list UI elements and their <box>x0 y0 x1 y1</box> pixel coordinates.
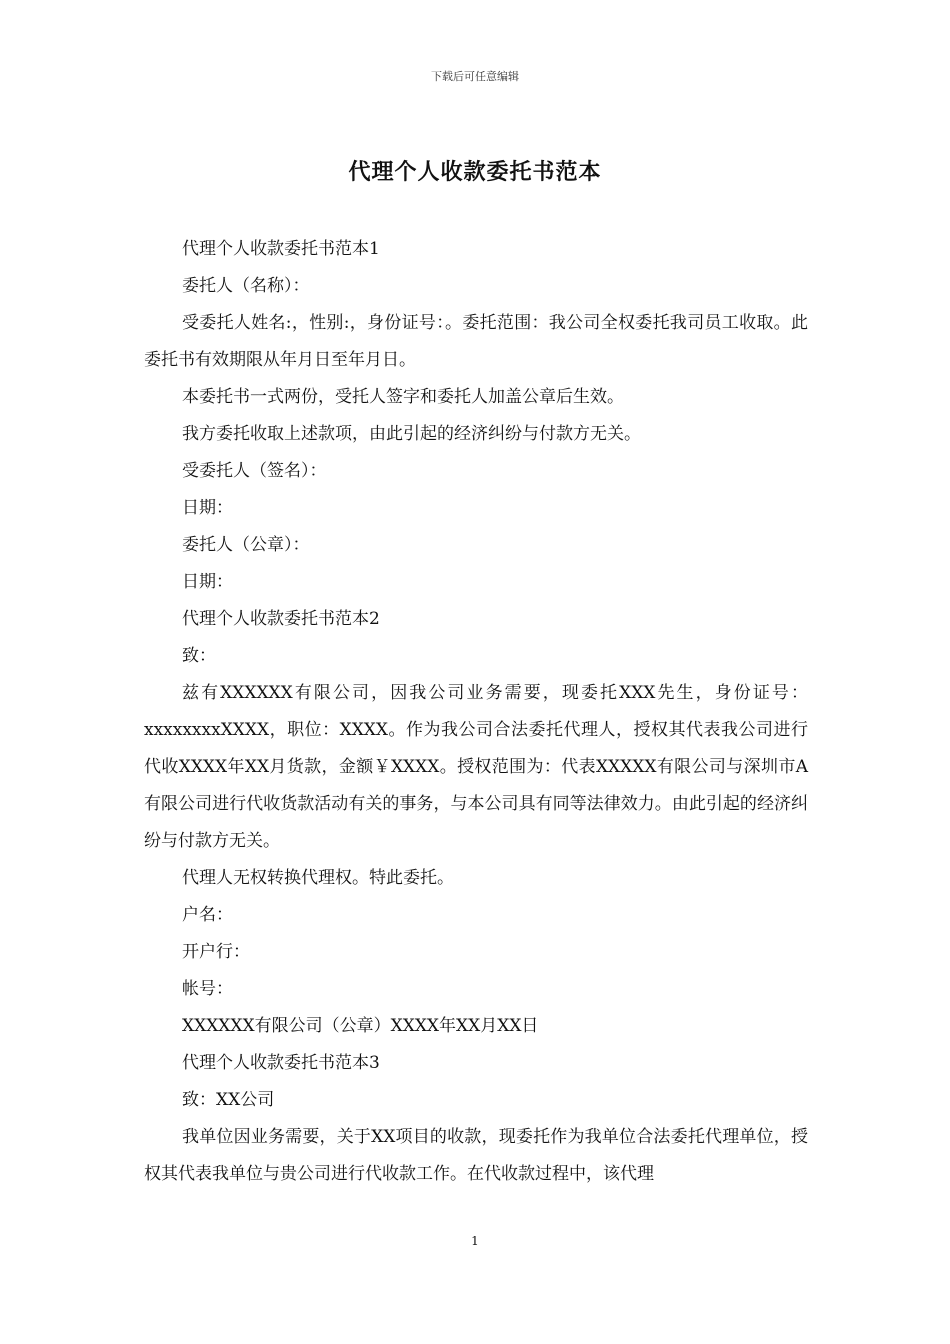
paragraph-sample1-heading: 代理个人收款委托书范本1 <box>182 239 380 259</box>
paragraph-agent-info: 受委托人姓名:，性别:，身份证号：。委托范围：我公司全权委托我司员工收取。此委托书有效期限从年月日至年月日。 <box>144 313 808 370</box>
document-title: 代理个人收款委托书范本 <box>348 159 602 185</box>
paragraph-bank: 开户行： <box>182 942 250 962</box>
paragraph-sample3-heading: 代理个人收款委托书范本3 <box>182 1053 380 1073</box>
paragraph-copies: 本委托书一式两份，受托人签字和委托人加盖公章后生效。 <box>182 387 624 407</box>
paragraph-principal-name: 委托人（名称）： <box>182 276 310 296</box>
paragraph-to: 致： <box>182 646 216 666</box>
header-note: 下载后可任意编辑 <box>431 70 519 83</box>
paragraph-company-seal-date: XXXXXX有限公司（公章）XXXX年XX月XX日 <box>182 1016 539 1036</box>
paragraph-date-1: 日期： <box>182 498 233 518</box>
paragraph-date-2: 日期： <box>182 572 233 592</box>
paragraph-authorization: 兹有XXXXXX有限公司，因我公司业务需要，现委托XXX先生，身份证号：xxxxxxxxXXXX，职位：XXXX。作为我公司合法委托代理人，授权其代表我公司进行代收XXXX年XX月货款，金额￥XXXX。授权范围为：代表XXXXX有限公司与深圳市A有限公司进行代收货款活动有关的事务，与本公司具有同等法律效力。由此引起的经济纠纷与付款方无关。 <box>144 683 808 851</box>
paragraph-disclaimer: 我方委托收取上述款项，由此引起的经济纠纷与付款方无关。 <box>182 424 641 444</box>
paragraph-account-number: 帐号： <box>182 979 233 999</box>
paragraph-sample2-heading: 代理个人收款委托书范本2 <box>182 609 380 629</box>
paragraph-to-company: 致：XX公司 <box>182 1090 275 1110</box>
paragraph-agent-signature: 受委托人（签名）： <box>182 461 327 481</box>
paragraph-project-collection: 我单位因业务需要，关于XX项目的收款，现委托作为我单位合法委托代理单位，授权其代表我单位与贵公司进行代收款工作。在代收款过程中，该代理 <box>144 1127 808 1184</box>
document-body <box>144 231 808 1193</box>
page-number: 1 <box>471 1234 479 1248</box>
paragraph-no-transfer: 代理人无权转换代理权。特此委托。 <box>182 868 454 888</box>
paragraph-principal-seal: 委托人（公章）： <box>182 535 310 555</box>
paragraph-account-name: 户名： <box>182 905 233 925</box>
